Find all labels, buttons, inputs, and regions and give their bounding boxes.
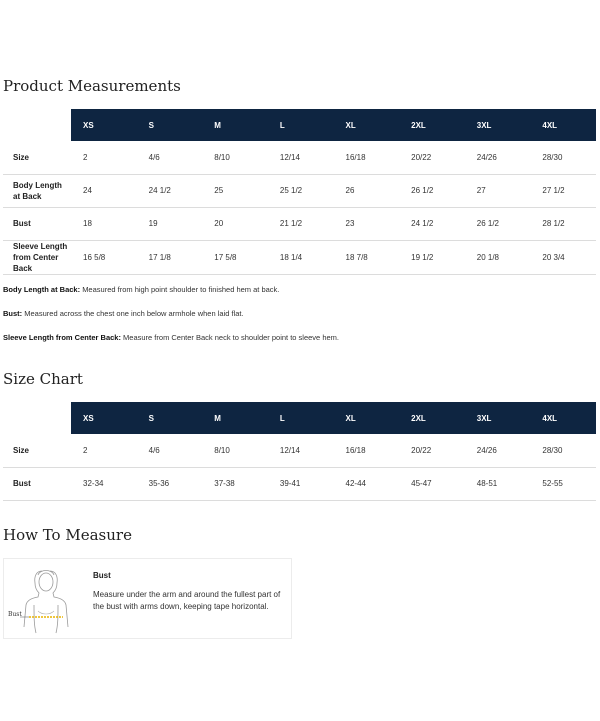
table-cell: 24/26	[465, 141, 531, 174]
row-label: Sleeve Length from Center Back	[3, 240, 71, 274]
table-cell: 20 3/4	[530, 240, 596, 274]
table-cell: 19	[137, 207, 203, 240]
size-header-m: M	[202, 109, 268, 141]
table-cell: 26 1/2	[465, 207, 531, 240]
card-title: Bust	[93, 571, 111, 580]
note-term: Body Length at Back:	[3, 285, 81, 294]
table-cell: 28/30	[530, 434, 596, 467]
table-cell: 42-44	[334, 467, 400, 500]
table-row	[3, 240, 596, 274]
table-cell: 12/14	[268, 141, 334, 174]
row-label: Size	[3, 141, 71, 174]
table-cell: 28 1/2	[530, 207, 596, 240]
row-label: Size	[3, 434, 71, 467]
table-cell: 32-34	[71, 467, 137, 500]
table-cell: 17 1/8	[137, 240, 203, 274]
table-cell: 45-47	[399, 467, 465, 500]
note-body-length	[3, 285, 596, 294]
note-term: Sleeve Length from Center Back:	[3, 333, 121, 342]
size-header-3xl: 3XL	[465, 109, 531, 141]
table-cell: 8/10	[202, 434, 268, 467]
row-label: Body Length at Back	[3, 174, 71, 207]
table-cell: 48-51	[465, 467, 531, 500]
table-cell: 26 1/2	[399, 174, 465, 207]
note-text: Measured from high point shoulder to finished hem at back.	[82, 285, 280, 294]
table-cell: 26	[334, 174, 400, 207]
table-cell: 37-38	[202, 467, 268, 500]
table-cell: 27	[465, 174, 531, 207]
how-to-measure-title: How To Measure	[3, 526, 132, 544]
table-cell: 25	[202, 174, 268, 207]
table-cell: 20/22	[399, 141, 465, 174]
figure-label: Bust	[8, 611, 22, 618]
size-header-row	[3, 109, 596, 141]
table-row	[3, 174, 596, 207]
table-cell: 4/6	[137, 141, 203, 174]
header-corner	[3, 109, 71, 141]
size-header-l: L	[268, 402, 334, 434]
torso-illustration	[16, 567, 76, 635]
measurement-notes	[3, 285, 596, 357]
table-cell: 16 5/8	[71, 240, 137, 274]
product-measurements-table	[3, 109, 596, 275]
table-cell: 28/30	[530, 141, 596, 174]
header-corner	[3, 402, 71, 434]
table-row	[3, 467, 596, 500]
table-cell: 17 5/8	[202, 240, 268, 274]
table-cell: 18 7/8	[334, 240, 400, 274]
table-cell: 52-55	[530, 467, 596, 500]
table-row	[3, 207, 596, 240]
table-cell: 20	[202, 207, 268, 240]
table-cell: 25 1/2	[268, 174, 334, 207]
table-cell: 35-36	[137, 467, 203, 500]
table-cell: 2	[71, 434, 137, 467]
product-measurements-title: Product Measurements	[3, 77, 181, 95]
table-cell: 24 1/2	[137, 174, 203, 207]
table-cell: 19 1/2	[399, 240, 465, 274]
table-cell: 20/22	[399, 434, 465, 467]
table-row	[3, 434, 596, 467]
size-header-2xl: 2XL	[399, 109, 465, 141]
table-cell: 16/18	[334, 434, 400, 467]
table-cell: 39-41	[268, 467, 334, 500]
size-header-3xl: 3XL	[465, 402, 531, 434]
table-cell: 12/14	[268, 434, 334, 467]
table-cell: 20 1/8	[465, 240, 531, 274]
note-text: Measured across the chest one inch below armhole when laid flat.	[24, 309, 244, 318]
table-cell: 24/26	[465, 434, 531, 467]
table-cell: 4/6	[137, 434, 203, 467]
note-term: Bust:	[3, 309, 23, 318]
size-header-m: M	[202, 402, 268, 434]
table-cell: 2	[71, 141, 137, 174]
size-header-2xl: 2XL	[399, 402, 465, 434]
table-cell: 18	[71, 207, 137, 240]
size-header-4xl: 4XL	[530, 402, 596, 434]
size-header-s: S	[137, 402, 203, 434]
size-header-xs: XS	[71, 109, 137, 141]
size-chart-table	[3, 402, 596, 501]
row-label: Bust	[3, 467, 71, 500]
size-header-xl: XL	[334, 402, 400, 434]
note-sleeve-length	[3, 333, 596, 342]
row-label: Bust	[3, 207, 71, 240]
table-cell: 21 1/2	[268, 207, 334, 240]
note-bust	[3, 309, 596, 318]
size-header-row	[3, 402, 596, 434]
note-text: Measure from Center Back neck to shoulder point to sleeve hem.	[123, 333, 339, 342]
bust-measure-card	[3, 558, 292, 639]
table-cell: 24	[71, 174, 137, 207]
size-header-xs: XS	[71, 402, 137, 434]
size-header-4xl: 4XL	[530, 109, 596, 141]
size-header-s: S	[137, 109, 203, 141]
size-chart-title: Size Chart	[3, 370, 83, 388]
female-torso-measure-icon	[8, 567, 76, 635]
table-cell: 23	[334, 207, 400, 240]
table-cell: 16/18	[334, 141, 400, 174]
size-header-xl: XL	[334, 109, 400, 141]
card-text: Measure under the arm and around the fullest part of the bust with arms down, keeping tape horizontal.	[93, 590, 281, 611]
size-header-l: L	[268, 109, 334, 141]
table-cell: 24 1/2	[399, 207, 465, 240]
table-row	[3, 141, 596, 174]
table-cell: 27 1/2	[530, 174, 596, 207]
table-cell: 8/10	[202, 141, 268, 174]
table-cell: 18 1/4	[268, 240, 334, 274]
